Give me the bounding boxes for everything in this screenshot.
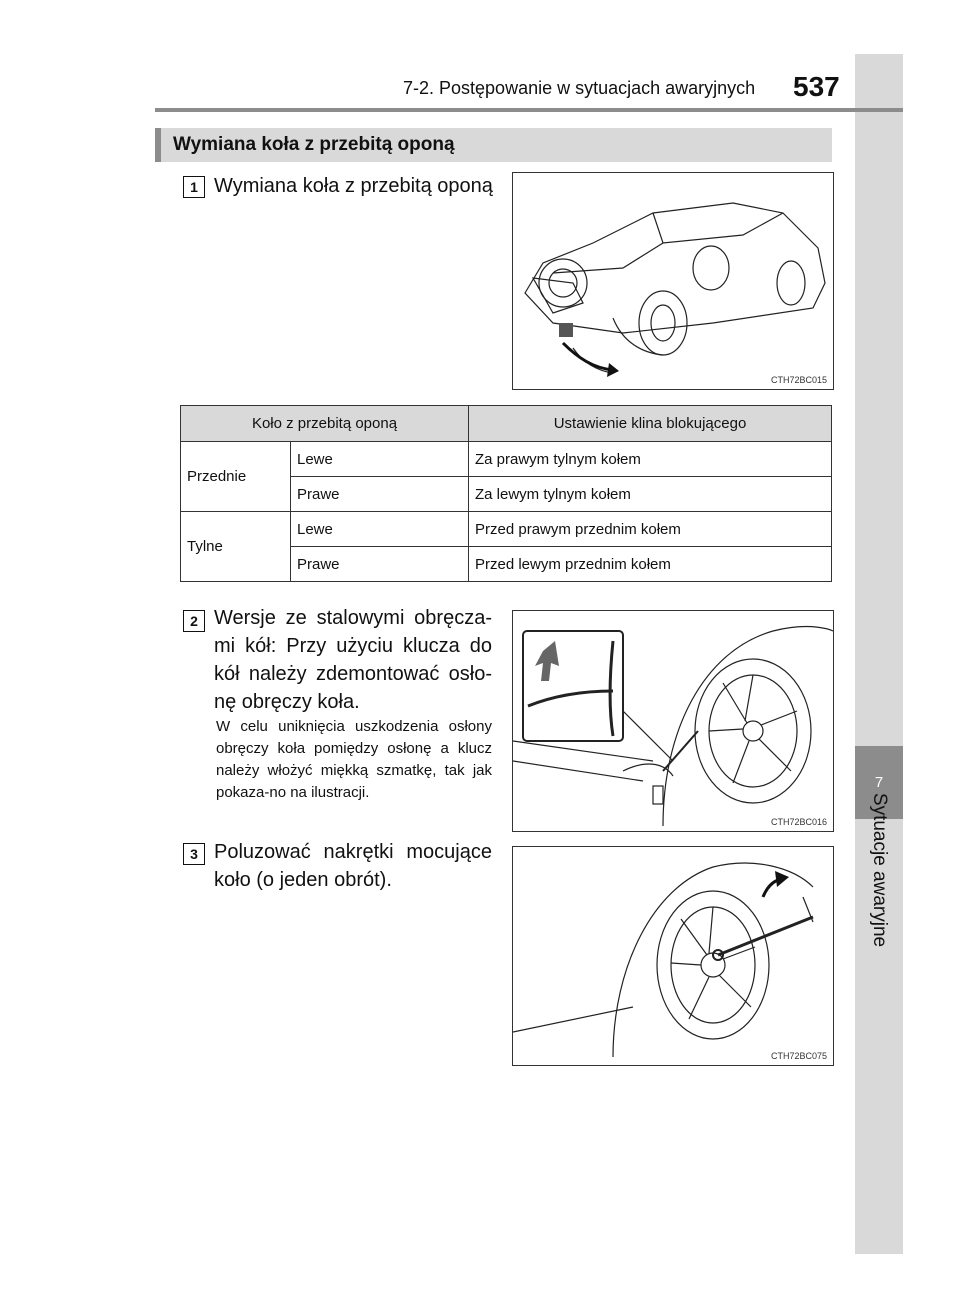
car-illustration [513, 173, 833, 389]
step-3-number: 3 [183, 843, 205, 865]
page-number: 537 [793, 71, 840, 102]
side-cell: Prawe [291, 477, 469, 512]
table-header-chock-position: Ustawienie klina blokującego [469, 406, 832, 442]
side-cell: Lewe [291, 442, 469, 477]
figure-loosen-nuts [512, 846, 834, 1066]
position-cell: Za prawym tylnym kołem [469, 442, 832, 477]
step-2-number: 2 [183, 610, 205, 632]
table-header-flat-wheel: Koło z przebitą oponą [181, 406, 469, 442]
chapter-tab-strip [855, 54, 903, 1254]
table-header-row [181, 406, 832, 442]
figure-code: CTH72BC016 [770, 817, 827, 827]
figure-code: CTH72BC015 [770, 375, 827, 385]
header-rule [155, 108, 903, 112]
chapter-title: Sytuacje awaryjne [869, 792, 890, 948]
running-header: 7-2. Postępowanie w sytuacjach awaryjnych [403, 78, 756, 98]
wheel-wrench-illustration [513, 847, 833, 1065]
position-cell: Za lewym tylnym kołem [469, 477, 832, 512]
side-cell: Prawe [291, 547, 469, 582]
table-row [181, 512, 832, 547]
step-1-text: Wymiana koła z przebitą oponą [214, 175, 493, 197]
step-1-number: 1 [183, 176, 205, 198]
section-title-bar [155, 128, 832, 162]
position-cell: Przed lewym przednim kołem [469, 547, 832, 582]
chock-position-table [180, 405, 832, 582]
figure-code: CTH72BC075 [770, 1051, 827, 1061]
table-row [181, 442, 832, 477]
position-cell: Przed prawym przednim kołem [469, 512, 832, 547]
step-2-text: Wersje ze stalowymi obręcza-mi kół: Przy użyciu klucza do kół należy zdemontować osło-nę obręczy koła. [214, 607, 492, 713]
group-label-rear: Tylne [181, 512, 291, 582]
step-3-text: Poluzować nakrętki mocujące koło (o jeden obrót). [214, 841, 492, 891]
title-accent [155, 128, 161, 162]
chapter-number: 7 [855, 746, 903, 819]
side-cell: Lewe [291, 512, 469, 547]
wheel-cap-illustration [513, 611, 833, 831]
group-label-front: Przednie [181, 442, 291, 512]
figure-wheel-cap-removal [512, 610, 834, 832]
step-2-note: W celu uniknięcia uszkodzenia osłony obręczy koła pomiędzy osłonę a klucz należy włożyć miękką szmatkę, tak jak pokaza-no na ilustracji. [216, 718, 492, 801]
figure-car-chock [512, 172, 834, 390]
section-title: Wymiana koła z przebitą oponą [173, 134, 455, 155]
